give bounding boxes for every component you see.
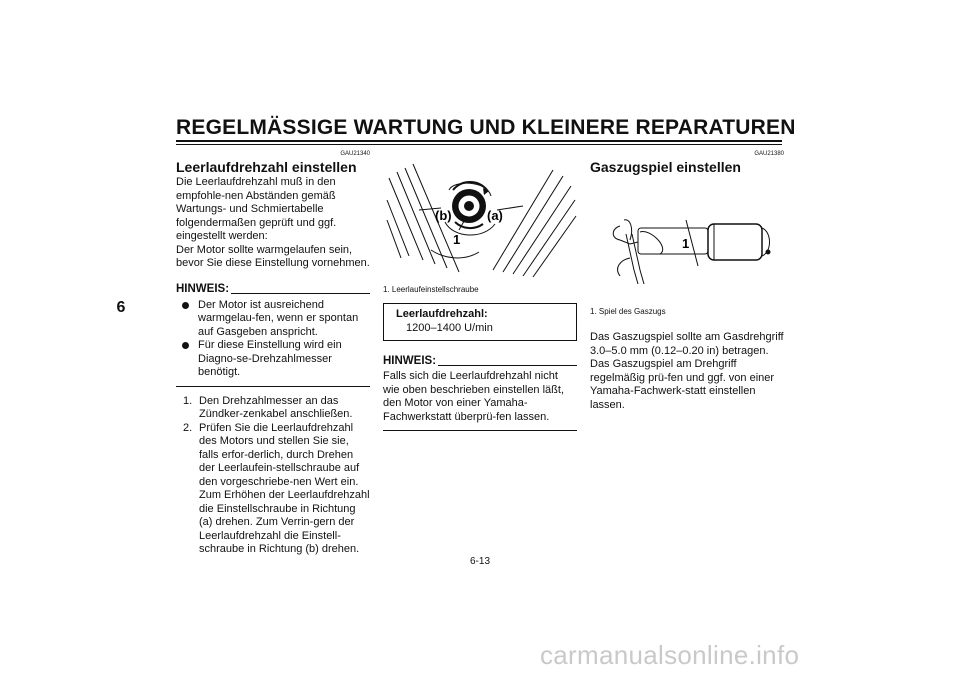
section-heading: Gaszugspiel einstellen bbox=[590, 159, 741, 175]
note-bullet-list bbox=[176, 299, 370, 380]
callout-label-1: 1 bbox=[682, 236, 690, 251]
idle-screw-illustration bbox=[383, 160, 577, 278]
note-rule bbox=[231, 293, 370, 294]
chapter-tab: 6 bbox=[116, 299, 126, 316]
intro-paragraph: Die Leerlaufdrehzahl muß in den empfohle-nen Abständen gemäß Wartungs- und Schmiertabelle folgendermaßen geprüft und ggf. eingestellt werden: bbox=[176, 176, 337, 242]
intro-paragraph-2: Der Motor sollte warmgelaufen sein, bevor Sie diese Einstellung vornehmen. bbox=[176, 243, 370, 269]
throttle-grip-illustration bbox=[590, 188, 784, 300]
column-idle-speed bbox=[176, 150, 370, 557]
section-code: GAU21340 bbox=[340, 151, 370, 157]
spec-box bbox=[383, 303, 577, 341]
page-title: REGELMÄSSIGE WARTUNG UND KLEINERE REPARATUREN bbox=[176, 116, 796, 139]
note-bullet bbox=[176, 339, 370, 380]
step-number: 2. bbox=[183, 421, 193, 434]
callout-label-1: 1 bbox=[453, 232, 461, 247]
column-throttle-cable bbox=[590, 150, 784, 412]
throttle-grip-drawing bbox=[590, 188, 784, 300]
direction-label-a: (a) bbox=[487, 208, 503, 223]
bullet-icon bbox=[182, 342, 189, 349]
section-heading: Leerlaufdrehzahl einstellen bbox=[176, 159, 357, 175]
body-paragraph: Das Gaszugspiel sollte am Gasdrehgriff 3.0–5.0 mm (0.12–0.20 in) betragen. Das Gaszugspiel am Drehgriff regelmäßig prü-fen und ggf. von einer Yamaha-Fachwerk-statt einstellen lassen. bbox=[590, 331, 784, 411]
figure-caption: 1. Leerlaufeinstellschraube bbox=[383, 285, 479, 294]
step-text: Den Drehzahlmesser an das Zündker-zenkabel anschließen. bbox=[199, 394, 353, 420]
note-text: Falls sich die Leerlaufdrehzahl nicht wie oben beschrieben einstellen läßt, den Motor von einer Yamaha-Fachwerkstatt überprü-fen lassen. bbox=[383, 370, 565, 423]
step-number: 1. bbox=[183, 394, 193, 407]
note-end-rule bbox=[383, 430, 577, 431]
note-label: HINWEIS: bbox=[176, 282, 230, 295]
note-heading bbox=[176, 283, 370, 296]
step-item bbox=[176, 395, 370, 422]
bullet-icon bbox=[182, 302, 189, 309]
section-code: GAU21380 bbox=[754, 151, 784, 157]
spec-label: Leerlaufdrehzahl: bbox=[396, 308, 488, 320]
direction-label-b: (b) bbox=[435, 208, 452, 223]
watermark: carmanualsonline.info bbox=[540, 640, 800, 670]
note-bullet bbox=[176, 299, 370, 340]
title-rule bbox=[176, 140, 782, 142]
title-rule-thin bbox=[176, 144, 782, 145]
page-number: 6-13 bbox=[469, 556, 490, 567]
spec-value: 1200–1400 U/min bbox=[406, 321, 493, 334]
engine-illustration bbox=[383, 160, 577, 278]
step-item bbox=[176, 422, 370, 557]
note-label: HINWEIS: bbox=[383, 355, 437, 367]
note-end-rule bbox=[176, 386, 370, 387]
note-bullet-text: Der Motor ist ausreichend warmgelau-fen, wenn er spontan auf Gasgeben anspricht. bbox=[198, 298, 359, 338]
steps-list bbox=[176, 395, 370, 557]
note-bullet-text: Für diese Einstellung wird ein Diagno-se-Drehzahlmesser benötigt. bbox=[198, 339, 342, 378]
note-rule bbox=[438, 365, 577, 366]
column-idle-figure bbox=[383, 150, 577, 431]
note-heading bbox=[383, 355, 577, 368]
step-text: Prüfen Sie die Leerlaufdrehzahl des Motors und stellen Sie sie, falls erfor-derlich, durch Drehen der Leerlaufein-stellschraube auf den vorgeschriebe-nen Wert ein. Zum Erhöhen der Leerlaufdrehzahl die Einstellschraube in Richtung (a) drehen. Zum Verrin-gern der Leerlaufdrehzahl die Einstell-schraube in Richtung (b) drehen. bbox=[199, 421, 370, 555]
figure-caption: 1. Spiel des Gaszugs bbox=[590, 307, 666, 316]
